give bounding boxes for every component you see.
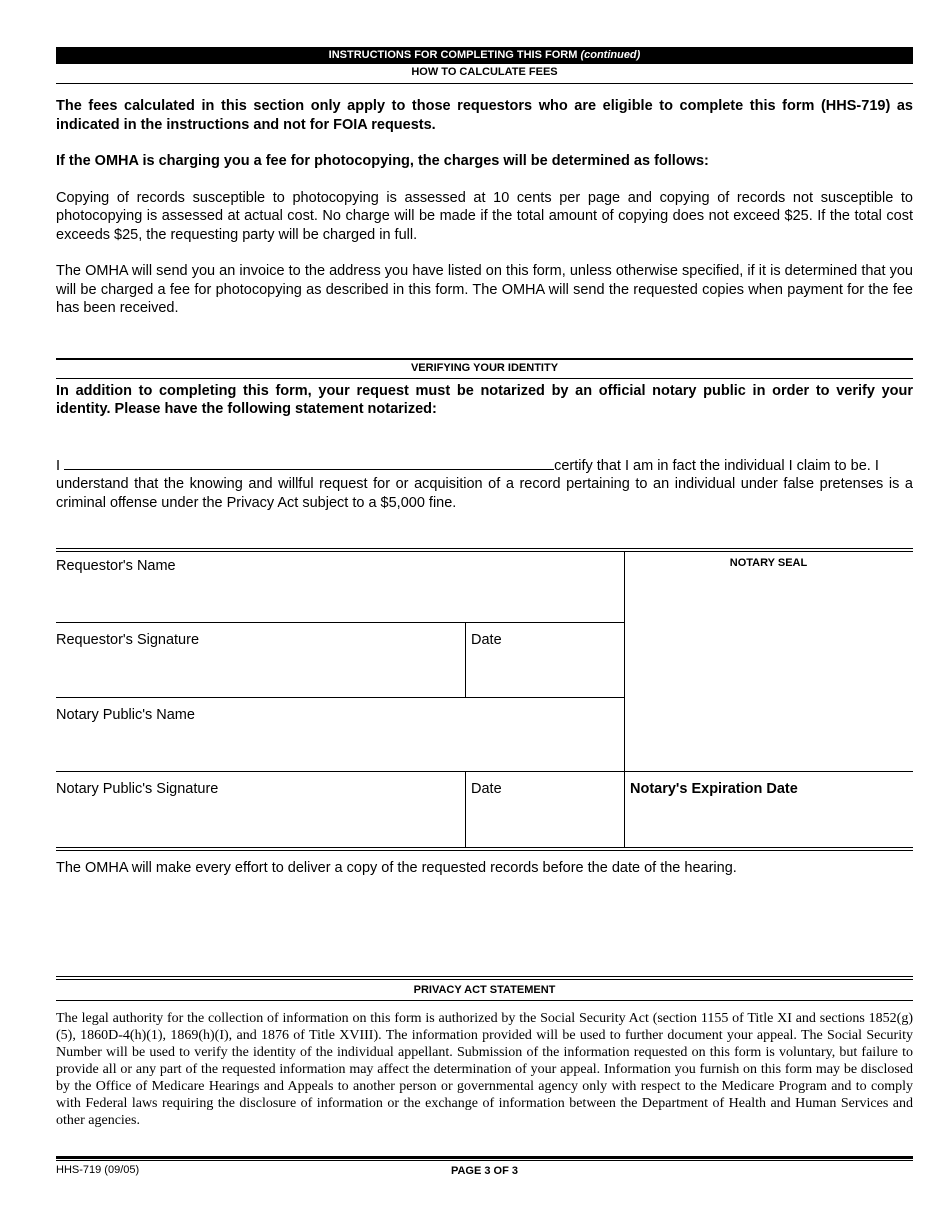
banner-continued: (continued) [580, 49, 641, 61]
notary-form-grid [56, 552, 913, 847]
fees-heading: HOW TO CALCULATE FEES [56, 64, 913, 84]
requestor-date-field[interactable]: Date [471, 632, 502, 648]
seal-divider [624, 552, 625, 847]
statement-i: I [56, 457, 61, 474]
statement-privacy-act: understand that the knowing and willful request for or acquisition of a record pertaining to an individual under false pretenses is a criminal offense under the Privacy Act subject to a $5,000 fine. [56, 476, 913, 511]
form-code: HHS-719 (09/05) [56, 1164, 140, 1176]
form-page [56, 47, 913, 1129]
notary-expiration-field[interactable]: Notary's Expiration Date [630, 781, 798, 797]
requestor-signature-field[interactable]: Requestor's Signature [56, 632, 200, 648]
row-line-3 [56, 771, 913, 772]
row-line-2 [56, 697, 624, 698]
footer-rule [56, 1156, 913, 1161]
notary-name-field[interactable]: Notary Public's Name [56, 707, 195, 723]
privacy-heading: PRIVACY ACT STATEMENT [56, 982, 913, 1001]
notary-seal-label: NOTARY SEAL [729, 557, 808, 569]
page-number: PAGE 3 OF 3 [450, 1165, 519, 1177]
privacy-top-double-rule [56, 976, 913, 980]
fees-eligibility-text: The fees calculated in this section only apply to those requestors who are eligible to complete this form (HHS-719) as indicated in the instructions and not for FOIA requests. [56, 98, 913, 133]
requestor-name-field[interactable]: Requestor's Name [56, 558, 176, 574]
identity-intro: In addition to completing this form, your request must be notarized by an official notary public in order to verify your identity. Please have the following statement notarized: [56, 382, 913, 417]
privacy-body: The legal authority for the collection of information on this form is authorized by the Social Security Act (section 1155 of Title XI and sections 1852(g)(5), 1860D-4(h)(1), 1869(h)(I), and 1876 of Title XVIII). The information provided will be used to further document your appeal. The Social Security Number will be used to verify the identity of the individual appellant. Submission of the information requested on this form is voluntary, but failure to provide all or any part of the requested information may affect the determination of your appeal. Information you furnish on this form may be disclosed by the Office of Medicare Hearings and Appeals to another person or governmental agency only with respect to the Medicare Program and to comply with Federal laws requiring the disclosure of information or the exchange of information between the Department of Health and Human Services and other agencies. [56, 1010, 913, 1128]
page-footer [56, 1156, 913, 1177]
notary-signature-field[interactable]: Notary Public's Signature [56, 781, 219, 797]
instructions-banner [56, 47, 913, 64]
fees-invoice-text: The OMHA will send you an invoice to the address you have listed on this form, unless otherwise specified, if it is determined that you will be charged a fee for photocopying as described in this form. The OMHA will send the requested copies when payment for the fee has been received. [56, 263, 913, 316]
fees-photocopy-intro: If the OMHA is charging you a fee for photocopying, the charges will be determined as follows: [56, 153, 709, 169]
banner-title: INSTRUCTIONS FOR COMPLETING THIS FORM [328, 49, 578, 61]
date1-divider [465, 622, 466, 697]
privacy-section [56, 1010, 913, 1129]
notary-date-field[interactable]: Date [471, 781, 502, 797]
name-blank-line[interactable] [64, 456, 554, 470]
identity-statement [56, 456, 913, 476]
row-line-1 [56, 622, 624, 623]
form-bottom-double-rule [56, 847, 913, 851]
delivery-note: The OMHA will make every effort to deliver a copy of the requested records before the date of the hearing. [56, 860, 737, 876]
statement-certify: certify that I am in fact the individual I claim to be. I [554, 457, 879, 474]
date2-divider [465, 771, 466, 847]
identity-heading: VERIFYING YOUR IDENTITY [56, 360, 913, 379]
fees-copying-cost-text: Copying of records susceptible to photocopying is assessed at 10 cents per page and copying of records not susceptible to photocopying is assessed at actual cost. No charge will be made if the total amount of copying does not exceed $25. If the total cost exceeds $25, the requesting party will be charged in full. [56, 189, 913, 243]
